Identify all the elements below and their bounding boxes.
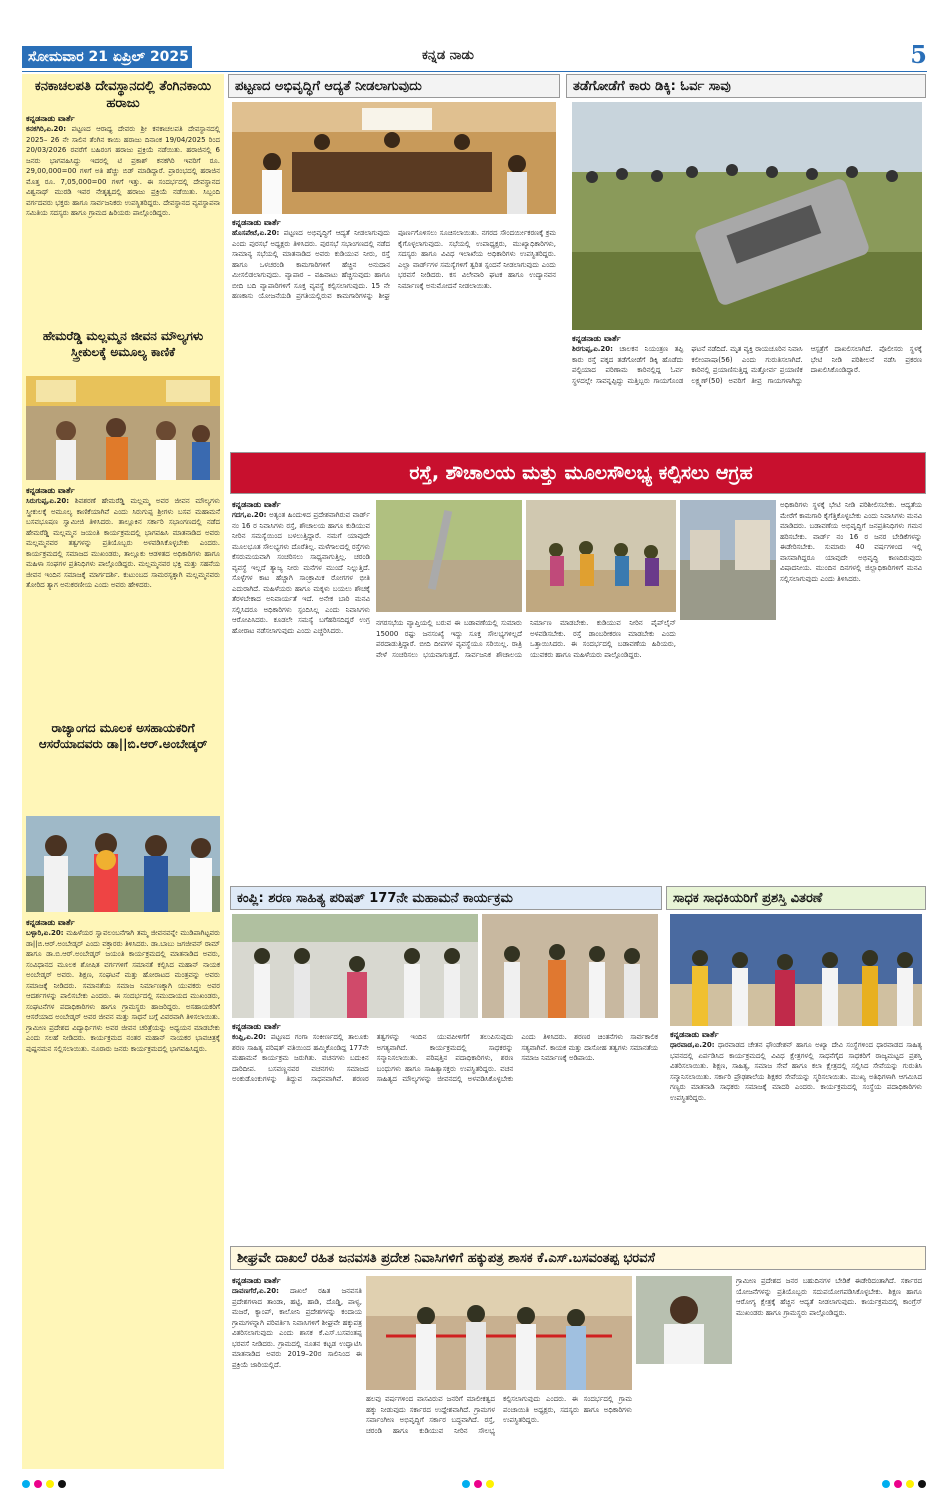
- byline: ಕನ್ನಡನಾಡು ವಾರ್ತೆ: [26, 486, 75, 495]
- article-title: ಹೇಮರೆಡ್ಡಿ ಮಲ್ಲಮ್ಮನ ಜೀವನ ಮೌಲ್ಯಗಳು ಸ್ತ್ರೀಕುಲಕ್ಕೆ ಅಮೂಲ್ಯ ಕಾಣಿಕೆ: [42, 329, 204, 359]
- paper-name: ಕನ್ನಡ ನಾಡು: [422, 48, 474, 63]
- article-text: ದಾಖಲೆ ರಹಿತ ಜನವಸತಿ ಪ್ರದೇಶಗಳಾದ ತಾಂಡಾ, ಹಟ್ಟಿ, ಹಾಡಿ, ದೊಡ್ಡಿ, ಪಾಳ್ಯ, ಮಜರೆ, ಕ್ಯಾಂಪ್, ಕಾಲೋನಿ ಪ್ರದೇಶಗಳನ್ನು ಕಂದಾಯ ಗ್ರಾಮಗಳನ್ನಾಗಿ ಪರಿವರ್ತಿಸಿ ನಿವಾಸಿಗಳಿಗೆ ಶೀಘ್ರವೇ ಹಕ್ಕುಪತ್ರ ವಿತರಿಸಲಾಗುವುದು ಎಂದು ಶಾಸಕ ಕೆ.ಎಸ್.ಬಸವಂತಪ್ಪ ಭರವಸೆ ನೀಡಿದರು. ಗ್ರಾಮದಲ್ಲಿ ನೂತನ ಕಟ್ಟಡ ಉದ್ಘಾಟಿಸಿ ಮಾತನಾಡಿದ ಅವರು 2019–20ರ ಸಾಲಿನಿಂದ ಈ ಪ್ರಕ್ರಿಯೆ ಜಾರಿಯಲ್ಲಿದೆ.: [232, 1287, 362, 1369]
- article-body: [736, 1276, 922, 1478]
- headline-title-deeds: ಶೀಘ್ರವೇ ದಾಖಲೆ ರಹಿತ ಜನವಸತಿ ಪ್ರದೇಶ ನಿವಾಸಿಗಳಿಗೆ ಹಕ್ಕುಪತ್ರ ಶಾಸಕ ಕೆ.ಎಸ್.ಬಸವಂತಪ್ಪ ಭರವಸೆ: [230, 1246, 926, 1270]
- article-text: ಪಟ್ಟಣದ ಅಭಿವೃದ್ಧಿಗೆ ಆದ್ಯತೆ ನೀಡಲಾಗುವುದು ಎಂದು ಪುರಸಭೆ ಅಧ್ಯಕ್ಷರು ತಿಳಿಸಿದರು. ಪುರಸಭೆ ಸಭಾಂಗಣದಲ್ಲಿ ನಡೆದ ಸಾಮಾನ್ಯ ಸಭೆಯಲ್ಲಿ ಮಾತನಾಡಿದ ಅವರು ಕುಡಿಯುವ ನೀರು, ರಸ್ತೆ ಹಾಗೂ ಒಳಚರಂಡಿ ಕಾಮಗಾರಿಗಳಿಗೆ ಹೆಚ್ಚಿನ ಅನುದಾನ ಮೀಸಲಿಡಲಾಗುವುದು. ವ್ಯಾಪಾರ – ವಹಿವಾಟು ಹೆಚ್ಚಿಸುವುದು ಹಾಗೂ ಬೀದಿ ಬದಿ ವ್ಯಾಪಾರಿಗಳಿಗೆ ಸೂಕ್ತ ವ್ಯವಸ್ಥೆ ಕಲ್ಪಿಸಲಾಗುವುದು. 15 ನೇ ಹಣಕಾಸು ಯೋಜನೆಯಡಿ ಪ್ರಗತಿಯಲ್ಲಿರುವ ಕಾಮಗಾರಿಗಳನ್ನು ಶೀಘ್ರ ಪೂರ್ಣಗೊಳಿಸಲು ಸೂಚಿಸಲಾಯಿತು. ನಗರದ ಸೌಂದರ್ಯೀಕರಣಕ್ಕೆ ಕ್ರಮ ಕೈಗೊಳ್ಳಲಾಗುವುದು. ಸಭೆಯಲ್ಲಿ ಉಪಾಧ್ಯಕ್ಷರು, ಮುಖ್ಯಾಧಿಕಾರಿಗಳು, ಸದಸ್ಯರು ಹಾಗೂ ವಿವಿಧ ಇಲಾಖೆಯ ಅಧಿಕಾರಿಗಳು ಉಪಸ್ಥಿತರಿದ್ದರು. ಎಲ್ಲಾ ವಾರ್ಡ್‌ಗಳ ಸಮಸ್ಯೆಗಳಿಗೆ ತ್ವರಿತ ಸ್ಪಂದನೆ ನೀಡಲಾಗುವುದು ಎಂದು ಭರವಸೆ ನೀಡಿದರು. ಕಸ ವಿಲೇವಾರಿ ಘಟಕ ಹಾಗೂ ಉದ್ಯಾನವನ ನಿರ್ಮಾಣಕ್ಕೆ ಅನುಮೋದನೆ ನೀಡಲಾಯಿತು.: [232, 229, 556, 300]
- photo-accident: [572, 102, 922, 330]
- article-body: [232, 228, 556, 446]
- left-column: [22, 74, 224, 1469]
- byline: ಕನ್ನಡನಾಡು ವಾರ್ತೆ: [26, 918, 75, 927]
- article-text: ಚಾಲಕನ ನಿಯಂತ್ರಣ ತಪ್ಪಿ ಕಾರು ರಸ್ತೆ ಪಕ್ಕದ ತಡೆಗೋಡೆಗೆ ಡಿಕ್ಕಿ ಹೊಡೆದು ಪಲ್ಟಿಯಾದ ಪರಿಣಾಮ ಕಾರಿನಲ್ಲಿದ್ದ ಓರ್ವ ಸ್ಥಳದಲ್ಲೇ ಸಾವನ್ನಪ್ಪಿದ್ದು ಮತ್ತಿಬ್ಬರು ಗಾಯಗೊಂಡ ಘಟನೆ ನಡೆದಿದೆ. ಮೃತ ವ್ಯಕ್ತಿ ರಾಯಚೂರಿನ ನಿವಾಸಿ ಕಲೀಂಪಾಷಾ(56) ಎಂದು ಗುರುತಿಸಲಾಗಿದೆ. ಕಾರಿನಲ್ಲಿ ಪ್ರಯಾಣಿಸುತ್ತಿದ್ದ ಮತ್ತೋರ್ವ ಪ್ರಯಾಣಿಕ ಲಕ್ಷ್ಮಣ್(50) ಅವರಿಗೆ ತೀವ್ರ ಗಾಯಗಳಾಗಿದ್ದು ಆಸ್ಪತ್ರೆಗೆ ದಾಖಲಿಸಲಾಗಿದೆ. ಪೊಲೀಸರು ಸ್ಥಳಕ್ಕೆ ಭೇಟಿ ನೀಡಿ ಪರಿಶೀಲನೆ ನಡೆಸಿ ಪ್ರಕರಣ ದಾಖಲಿಸಿಕೊಂಡಿದ್ದಾರೆ.: [572, 345, 922, 385]
- byline: ಕನ್ನಡನಾಡು ವಾರ್ತೆ: [232, 500, 281, 509]
- byline: ಕನ್ನಡನಾಡು ವಾರ್ತೆ: [232, 1276, 281, 1285]
- photo-ceremony: [26, 376, 220, 480]
- article-body: [26, 928, 220, 1464]
- page-number: 5: [910, 40, 927, 69]
- article-body: [376, 618, 676, 882]
- photo-street: [680, 500, 776, 620]
- byline: ಕನ್ನಡನಾಡು ವಾರ್ತೆ: [572, 334, 621, 343]
- photo-road: [376, 500, 522, 612]
- article-body: [670, 1040, 922, 1242]
- dateline: ಸಿರುಗುಪ್ಪ,ಏ.20:: [26, 497, 70, 505]
- dateline: ಗದಗ,ಏ.20:: [232, 511, 267, 519]
- article-title: ಕನಕಾಚಲಪತಿ ದೇವಸ್ಥಾನದಲ್ಲಿ ತೆಂಗಿನಕಾಯಿ ಹರಾಜು: [34, 79, 212, 111]
- dateline: ಶಿರಗುಪ್ಪ,ಏ.20:: [572, 345, 613, 353]
- dateline: ದಾವಣಗೆರೆ,ಏ.20:: [232, 1287, 279, 1295]
- article-body: [232, 1032, 658, 1242]
- article-text: ಪಟ್ಟಣದ ಗಂಗಾ ಸಂಕೀರ್ಣದಲ್ಲಿ ತಾಲೂಕು ಶರಣ ಸಾಹಿತ್ಯ ಪರಿಷತ್ ವತಿಯಿಂದ ಹಮ್ಮಿಕೊಂಡಿದ್ದ 177ನೇ ಮಹಾಮನೆ ಕಾರ್ಯಕ್ರಮ ಜರುಗಿತು. ವಚನಗಳು ಬದುಕಿನ ದಾರಿದೀಪ. ಬಸವಣ್ಣನವರ ವಚನಗಳು ಸಮಾಜದ ಅಂಕುಡೊಂಕುಗಳನ್ನು ತಿದ್ದುವ ಸಾಧನವಾಗಿವೆ. ಶರಣರ ತತ್ವಗಳನ್ನು ಇಂದಿನ ಯುವಪೀಳಿಗೆಗೆ ತಲುಪಿಸುವುದು ಅಗತ್ಯವಾಗಿದೆ. ಕಾರ್ಯಕ್ರಮದಲ್ಲಿ ಸಾಧಕರನ್ನು ಸನ್ಮಾನಿಸಲಾಯಿತು. ಪರಿಷತ್ತಿನ ಪದಾಧಿಕಾರಿಗಳು, ಶರಣ ಬಂಧುಗಳು ಹಾಗೂ ಸಾಹಿತ್ಯಾಸಕ್ತರು ಉಪಸ್ಥಿತರಿದ್ದರು. ವಚನ ಸಾಹಿತ್ಯದ ಮೌಲ್ಯಗಳನ್ನು ಜೀವನದಲ್ಲಿ ಅಳವಡಿಸಿಕೊಳ್ಳಬೇಕು ಎಂದು ತಿಳಿಸಿದರು. ಶರಣರ ಚಿಂತನೆಗಳು ಸಾರ್ವಕಾಲಿಕ ಸತ್ಯವಾಗಿವೆ. ಕಾಯಕ ಮತ್ತು ದಾಸೋಹ ತತ್ವಗಳು ಸಮಾನತೆಯ ಸಮಾಜ ನಿರ್ಮಾಣಕ್ಕೆ ಅಡಿಪಾಯ.: [232, 1033, 658, 1083]
- headline-infrastructure: ರಸ್ತೆ, ಶೌಚಾಲಯ ಮತ್ತು ಮೂಲಸೌಲಭ್ಯ ಕಲ್ಪಿಸಲು ಆಗ್ರಹ: [230, 452, 926, 494]
- dateline: ಧಾರವಾಡ,ಏ.20:: [670, 1041, 715, 1049]
- article-title: ರಾಜ್ಯಾಂಗದ ಮೂಲಕ ಅಸಹಾಯಕರಿಗೆ ಆಸರೆಯಾದವರು ಡಾ||ಬಿ.ಆರ್.ಅಂಬೇಡ್ಕರ್: [38, 721, 208, 751]
- article-text: ನಗರಸಭೆಯ ವ್ಯಾಪ್ತಿಯಲ್ಲಿ ಬರುವ ಈ ಬಡಾವಣೆಯಲ್ಲಿ ಸುಮಾರು 15000 ರಷ್ಟು ಜನಸಂಖ್ಯೆ ಇದ್ದು ಸೂಕ್ತ ಸೌಲಭ್ಯಗಳಿಲ್ಲದೆ ಪರದಾಡುತ್ತಿದ್ದಾರೆ. ಬೀದಿ ದೀಪಗಳ ವ್ಯವಸ್ಥೆಯೂ ಸರಿಯಿಲ್ಲ. ರಾತ್ರಿ ವೇಳೆ ಸಂಚರಿಸಲು ಭಯವಾಗುತ್ತದೆ. ಸಾರ್ವಜನಿಕ ಶೌಚಾಲಯ ನಿರ್ಮಾಣ ಮಾಡಬೇಕು. ಕುಡಿಯುವ ನೀರಿನ ಪೈಪ್‌ಲೈನ್ ಅಳವಡಿಸಬೇಕು. ರಸ್ತೆ ಡಾಂಬರೀಕರಣ ಮಾಡಬೇಕು ಎಂದು ಒತ್ತಾಯಿಸಿದರು. ಈ ಸಂದರ್ಭದಲ್ಲಿ ಬಡಾವಣೆಯ ಹಿರಿಯರು, ಯುವಕರು ಹಾಗೂ ಮಹಿಳೆಯರು ಪಾಲ್ಗೊಂಡಿದ್ದರು.: [376, 619, 676, 659]
- article-text: ಮಹಿಳೆಯರ ಸ್ವಾವಲಂಬನೆಗಾಗಿ ತಮ್ಮ ಜೀವನವನ್ನೇ ಮುಡಿಪಾಗಿಟ್ಟವರು ಡಾ||ಬಿ.ಆರ್.ಅಂಬೇಡ್ಕರ್ ಎಂದು ವಕ್ತಾರರು ತಿಳಿಸಿದರು. ಡಾ.ಬಾಬು ಜಗಜೀವನ್ ರಾಮ್ ಹಾಗೂ ಡಾ.ಬಿ.ಆರ್.ಅಂಬೇಡ್ಕರ್ ಜಯಂತಿ ಕಾರ್ಯಕ್ರಮದಲ್ಲಿ ಮಾತನಾಡಿದ ಅವರು, ಸಂವಿಧಾನದ ಮೂಲಕ ಶೋಷಿತ ವರ್ಗಗಳಿಗೆ ಸಮಾನತೆ ಕಲ್ಪಿಸಿದ ಮಹಾನ್ ನಾಯಕ ಅಂಬೇಡ್ಕರ್ ಅವರು. ಶಿಕ್ಷಣ, ಸಂಘಟನೆ ಮತ್ತು ಹೋರಾಟದ ಮಂತ್ರವನ್ನು ಅವರು ಸಮಾಜಕ್ಕೆ ನೀಡಿದರು. ಸಮಾನತೆಯ ಸಮಾಜ ನಿರ್ಮಾಣಕ್ಕಾಗಿ ಯುವಕರು ಅವರ ಆದರ್ಶಗಳನ್ನು ಪಾಲಿಸಬೇಕು ಎಂದರು. ಈ ಸಂದರ್ಭದಲ್ಲಿ ಸಮುದಾಯದ ಮುಖಂಡರು, ಸಂಘಟನೆಗಳ ಪದಾಧಿಕಾರಿಗಳು ಹಾಗೂ ಗ್ರಾಮಸ್ಥರು ಹಾಜರಿದ್ದರು. ಅಸಹಾಯಕರಿಗೆ ಆಸರೆಯಾದ ಅಂಬೇಡ್ಕರ್ ಅವರ ಜೀವನ ಮತ್ತು ಸಾಧನೆ ಬಗ್ಗೆ ವಿವರವಾಗಿ ತಿಳಿಸಲಾಯಿತು. ಗ್ರಾಮೀಣ ಪ್ರದೇಶದ ವಿದ್ಯಾರ್ಥಿಗಳು ಅವರ ಜೀವನ ಚರಿತ್ರೆಯನ್ನು ಅಧ್ಯಯನ ಮಾಡಬೇಕು ಎಂದು ಸಲಹೆ ನೀಡಿದರು. ಕಾರ್ಯಕ್ರಮದ ನಂತರ ಮಹಾನ್ ನಾಯಕರ ಭಾವಚಿತ್ರಕ್ಕೆ ಪುಷ್ಪನಮನ ಸಲ್ಲಿಸಲಾಯಿತು. ನೂರಾರು ಜನರು ಕಾರ್ಯಕ್ರಮದಲ್ಲಿ ಭಾಗವಹಿಸಿದ್ದರು.: [26, 929, 220, 1053]
- dateline: ಬಳ್ಳಾರಿ,ಏ.20:: [26, 929, 64, 937]
- issue-date: ಸೋಮವಾರ 21 ಏಪ್ರಿಲ್ 2025: [22, 46, 192, 68]
- article-text: ಪಟ್ಟಣದ ಆರಾಧ್ಯ ದೇವರು ಶ್ರೀ ಕನಕಾಚಲಪತಿ ದೇವಸ್ಥಾನದಲ್ಲಿ 2025– 26 ನೇ ಸಾಲಿನ ತೆಂಗಿನ ಕಾಯಿ ಹರಾಜು ದಿನಾಂಕ 19/04/2025 ರಿಂದ 20/03/2026 ರವರೆಗೆ ಬಹಿರಂಗ ಹರಾಜು ಪ್ರಕ್ರಿಯೆ ನಡೆಯಿತು. ಹರಾಜಿನಲ್ಲಿ 6 ಜನರು ಭಾಗವಹಿಸಿದ್ದು ಇದರಲ್ಲಿ ಟಿ ಪ್ರಕಾಶ್ ಕನಕಗಿರಿ ಇವರಿಗೆ ರೂ. 29,00,000=00 ಗಳಿಗೆ ಅತಿ ಹೆಚ್ಚು ಬಿಡ್ ಮಾಡಿದ್ದಾರೆ. ಪ್ರಾರಂಭದಲ್ಲಿ ಹರಾಜಿನ ಮೊತ್ತ ರೂ. 7,05,000=00 ಗಳಿಗೆ ಇತ್ತು. ಈ ಸಂದರ್ಭದಲ್ಲಿ ದೇವಸ್ಥಾನದ ವಿಶ್ವನಾಥ್ ಮುರಡಿ ಇವರ ನೇತೃತ್ವದಲ್ಲಿ ಹರಾಜು ಪ್ರಕ್ರಿಯೆ ನಡೆಯಿತು. ಸಿಬ್ಬಂದಿ ವರ್ಗದವರು ಭಕ್ತರು ಹಾಗೂ ಸಾರ್ವಜನಿಕರು ಉಪಸ್ಥಿತರಿದ್ದರು. ದೇವಸ್ಥಾನದ ವ್ಯವಸ್ಥಾಪನಾ ಸಮಿತಿಯ ಸದಸ್ಯರು ಹಾಗೂ ಗ್ರಾಮದ ಹಿರಿಯರು ಪಾಲ್ಗೊಂಡಿದ್ದರು.: [26, 125, 220, 217]
- dateline: ಕನಕಗಿರಿ,ಏ.20:: [26, 125, 67, 133]
- print-registration-marks: [22, 1480, 927, 1492]
- article-text: ಶಿವಶರಣೆ ಹೇಮರೆಡ್ಡಿ ಮಲ್ಲಮ್ಮ ಅವರ ಜೀವನ ಮೌಲ್ಯಗಳು ಸ್ತ್ರೀಕುಲಕ್ಕೆ ಅಮೂಲ್ಯ ಕಾಣಿಕೆಯಾಗಿವೆ ಎಂದು ಸಿರುಗುಪ್ಪ ಶ್ರೀಗಳು ಬಸವ ಮಹಾಮನೆ ಬಸವಭೂಷಣ ಸ್ವಾಮೀಜಿ ತಿಳಿಸಿದರು. ತಾಲ್ಲೂಕಿನ ಸರ್ಕಾರಿ ಸಭಾಂಗಣದಲ್ಲಿ ನಡೆದ ಹೇಮರೆಡ್ಡಿ ಮಲ್ಲಮ್ಮನ ಜಯಂತಿ ಕಾರ್ಯಕ್ರಮದಲ್ಲಿ ಭಾಗವಹಿಸಿ ಮಾತನಾಡಿದ ಅವರು ಮಲ್ಲಮ್ಮನವರ ತತ್ವಗಳನ್ನು ಪ್ರತಿಯೊಬ್ಬರು ಅಳವಡಿಸಿಕೊಳ್ಳಬೇಕು ಎಂದರು. ಕಾರ್ಯಕ್ರಮದಲ್ಲಿ ಸಮಾಜದ ಮುಖಂಡರು, ತಾಲ್ಲೂಕು ಆಡಳಿತದ ಅಧಿಕಾರಿಗಳು ಹಾಗೂ ಮಹಿಳಾ ಸಂಘಗಳ ಪ್ರತಿನಿಧಿಗಳು ಪಾಲ್ಗೊಂಡಿದ್ದರು. ಮಲ್ಲಮ್ಮನವರ ಭಕ್ತಿ ಮತ್ತು ಸಹನೆಯ ಜೀವನ ಇಂದಿನ ಸಮಾಜಕ್ಕೆ ಮಾರ್ಗದರ್ಶಿ. ಕುಟುಂಬದ ಸಾಮರಸ್ಯಕ್ಕಾಗಿ ಮಲ್ಲಮ್ಮನವರು ತೋರಿದ ತ್ಯಾಗ ಅನುಕರಣೀಯ ಎಂದು ಅವರು ಹೇಳಿದರು.: [26, 497, 220, 589]
- headline-sharana-sahitya: ಕಂಪ್ಲಿ: ಶರಣ ಸಾಹಿತ್ಯ ಪರಿಷತ್ 177ನೇ ಮಹಾಮನೆ ಕಾರ್ಯಕ್ರಮ: [230, 886, 662, 910]
- byline: ಕನ್ನಡನಾಡು ವಾರ್ತೆ: [232, 1022, 281, 1031]
- article-text: ಅತ್ಯಂತ ಹಿಂದುಳಿದ ಪ್ರದೇಶವಾಗಿರುವ ವಾರ್ಡ್ ನಂ 16 ರ ನಿವಾಸಿಗಳು ರಸ್ತೆ, ಶೌಚಾಲಯ ಹಾಗೂ ಕುಡಿಯುವ ನೀರಿನ ಸಮಸ್ಯೆಯಿಂದ ಬಳಲುತ್ತಿದ್ದಾರೆ. ನಮಗೆ ಯಾವುದೇ ಮೂಲಭೂತ ಸೌಲಭ್ಯಗಳು ದೊರೆತಿಲ್ಲ. ಮಳೆಗಾಲದಲ್ಲಿ ರಸ್ತೆಗಳು ಕೆಸರುಮಯವಾಗಿ ಸಂಚರಿಸಲು ಸಾಧ್ಯವಾಗುತ್ತಿಲ್ಲ. ಚರಂಡಿ ವ್ಯವಸ್ಥೆ ಇಲ್ಲದೆ ತ್ಯಾಜ್ಯ ನೀರು ಮನೆಗಳ ಮುಂದೆ ನಿಲ್ಲುತ್ತಿದೆ. ಸೊಳ್ಳೆಗಳ ಕಾಟ ಹೆಚ್ಚಾಗಿ ಸಾಂಕ್ರಾಮಿಕ ರೋಗಗಳ ಭೀತಿ ಎದುರಾಗಿದೆ. ಮಹಿಳೆಯರು ಹಾಗೂ ಮಕ್ಕಳು ಬಯಲು ಶೌಚಕ್ಕೆ ತೆರಳಬೇಕಾದ ಅನಿವಾರ್ಯತೆ ಇದೆ. ಅನೇಕ ಬಾರಿ ಮನವಿ ಸಲ್ಲಿಸಿದರೂ ಅಧಿಕಾರಿಗಳು ಸ್ಪಂದಿಸಿಲ್ಲ ಎಂದು ನಿವಾಸಿಗಳು ಆರೋಪಿಸಿದರು. ಕೂಡಲೇ ಸಮಸ್ಯೆ ಬಗೆಹರಿಸದಿದ್ದರೆ ಉಗ್ರ ಹೋರಾಟ ನಡೆಸಲಾಗುವುದು ಎಂದು ಎಚ್ಚರಿಸಿದರು.: [232, 511, 370, 635]
- article-body: [232, 1286, 362, 1478]
- photo-inauguration: [366, 1276, 632, 1390]
- article-text: ಧಾರವಾಡದ ಚೇತನ ಫೌಂಡೇಶನ್ ಹಾಗೂ ಅಖ್ಯಾ ದೇವಿ ಸಂಸ್ಥೆಗಳಿಂದ ಧಾರವಾಡದ ಸಾಹಿತ್ಯ ಭವನದಲ್ಲಿ ಏರ್ಪಡಿಸಿದ ಕಾರ್ಯಕ್ರಮದಲ್ಲಿ ವಿವಿಧ ಕ್ಷೇತ್ರಗಳಲ್ಲಿ ಸಾಧನೆಗೈದ ಸಾಧಕರಿಗೆ ರಾಜ್ಯಮಟ್ಟದ ಪ್ರಶಸ್ತಿ ವಿತರಿಸಲಾಯಿತು. ಶಿಕ್ಷಣ, ಸಾಹಿತ್ಯ, ಸಮಾಜ ಸೇವೆ ಹಾಗೂ ಕಲಾ ಕ್ಷೇತ್ರದಲ್ಲಿ ಸಲ್ಲಿಸಿದ ಸೇವೆಯನ್ನು ಗುರುತಿಸಿ ಸನ್ಮಾನಿಸಲಾಯಿತು. ಸರ್ಕಾರಿ ಪ್ರೌಢಶಾಲೆಯ ಶಿಕ್ಷಕರ ಸೇವೆಯನ್ನು ಸ್ಮರಿಸಲಾಯಿತು. ಮುಖ್ಯ ಅತಿಥಿಗಳಾಗಿ ಆಗಮಿಸಿದ ಗಣ್ಯರು ಮಾತನಾಡಿ ಸಾಧಕರು ಸಮಾಜಕ್ಕೆ ಮಾದರಿ ಎಂದರು. ಕಾರ್ಯಕ್ರಮದಲ್ಲಿ ಸಂಸ್ಥೆಯ ಪದಾಧಿಕಾರಿಗಳು ಉಪಸ್ಥಿತರಿದ್ದರು.: [670, 1041, 922, 1102]
- dateline: ಕಂಪ್ಲಿ,ಏ.20:: [232, 1033, 266, 1041]
- dateline: ಹೊಸಪೇಟೆ,ಏ.20:: [232, 229, 280, 237]
- byline: ಕನ್ನಡನಾಡು ವಾರ್ತೆ: [232, 218, 281, 227]
- photo-garland: [26, 816, 220, 912]
- article-text: ಹಲವು ವರ್ಷಗಳಿಂದ ವಾಸವಿರುವ ಜನರಿಗೆ ಮಾಲೀಕತ್ವದ ಹಕ್ಕು ನೀಡುವುದು ಸರ್ಕಾರದ ಉದ್ದೇಶವಾಗಿದೆ. ಗ್ರಾಮಗಳ ಸರ್ವಾಂಗೀಣ ಅಭಿವೃದ್ಧಿಗೆ ಸರ್ಕಾರ ಬದ್ಧವಾಗಿದೆ. ರಸ್ತೆ, ಚರಂಡಿ ಹಾಗೂ ಕುಡಿಯುವ ನೀರಿನ ಸೌಲಭ್ಯ ಕಲ್ಪಿಸಲಾಗುವುದು ಎಂದರು. ಈ ಸಂದರ್ಭದಲ್ಲಿ ಗ್ರಾಮ ಪಂಚಾಯಿತಿ ಅಧ್ಯಕ್ಷರು, ಸದಸ್ಯರು ಹಾಗೂ ಅಧಿಕಾರಿಗಳು ಉಪಸ್ಥಿತರಿದ್ದರು.: [366, 1395, 632, 1435]
- article-body: [232, 510, 370, 882]
- article-body: [366, 1394, 632, 1478]
- article-text: ಗ್ರಾಮೀಣ ಪ್ರದೇಶದ ಜನರ ಬಹುದಿನಗಳ ಬೇಡಿಕೆ ಈಡೇರಿದಂತಾಗಿದೆ. ಸರ್ಕಾರದ ಯೋಜನೆಗಳನ್ನು ಪ್ರತಿಯೊಬ್ಬರು ಸದುಪಯೋಗಪಡಿಸಿಕೊಳ್ಳಬೇಕು. ಶಿಕ್ಷಣ ಹಾಗೂ ಆರೋಗ್ಯ ಕ್ಷೇತ್ರಕ್ಕೆ ಹೆಚ್ಚಿನ ಆದ್ಯತೆ ನೀಡಲಾಗುವುದು. ಕಾರ್ಯಕ್ರಮದಲ್ಲಿ ಕಾಂಗ್ರೆಸ್ ಮುಖಂಡರು ಹಾಗೂ ಗ್ರಾಮಸ್ಥರು ಪಾಲ್ಗೊಂಡಿದ್ದರು.: [736, 1277, 922, 1317]
- photo-sahitya-1: [232, 914, 478, 1018]
- headline-accident: ತಡೆಗೋಡೆಗೆ ಕಾರು ಡಿಕ್ಕಿ: ಓರ್ವ ಸಾವು: [566, 74, 926, 98]
- photo-mla: [636, 1276, 732, 1364]
- photo-meeting: [232, 102, 556, 214]
- article-body: [572, 344, 922, 446]
- photo-awards: [670, 914, 922, 1026]
- byline: ಕನ್ನಡನಾಡು ವಾರ್ತೆ: [26, 114, 75, 123]
- article-body: [26, 496, 220, 714]
- byline: ಕನ್ನಡನಾಡು ವಾರ್ತೆ: [670, 1030, 719, 1039]
- photo-residents: [526, 500, 676, 612]
- masthead: [22, 40, 927, 72]
- article-body: [780, 500, 922, 882]
- headline-development: ಪಟ್ಟಣದ ಅಭಿವೃದ್ಧಿಗೆ ಆದ್ಯತೆ ನೀಡಲಾಗುವುದು: [228, 74, 560, 98]
- article-body: [26, 124, 220, 322]
- photo-sahitya-2: [482, 914, 658, 1018]
- article-text: ಅಧಿಕಾರಿಗಳು ಸ್ಥಳಕ್ಕೆ ಭೇಟಿ ನೀಡಿ ಪರಿಶೀಲಿಸಬೇಕು. ಆದ್ಯತೆಯ ಮೇರೆಗೆ ಕಾಮಗಾರಿ ಕೈಗೆತ್ತಿಕೊಳ್ಳಬೇಕು ಎಂದು ನಿವಾಸಿಗಳು ಮನವಿ ಮಾಡಿದರು. ಬಡಾವಣೆಯ ಅಭಿವೃದ್ಧಿಗೆ ಜನಪ್ರತಿನಿಧಿಗಳು ಗಮನ ಹರಿಸಬೇಕು. ವಾರ್ಡ್ ನಂ 16 ರ ಜನರ ಬೇಡಿಕೆಗಳನ್ನು ಈಡೇರಿಸಬೇಕು. ಸುಮಾರು 40 ವರ್ಷಗಳಿಂದ ಇಲ್ಲಿ ವಾಸವಾಗಿದ್ದರೂ ಯಾವುದೇ ಅಭಿವೃದ್ಧಿ ಕಾಣದಿರುವುದು ವಿಷಾದನೀಯ. ಮುಂದಿನ ದಿನಗಳಲ್ಲಿ ಜಿಲ್ಲಾಧಿಕಾರಿಗಳಿಗೆ ಮನವಿ ಸಲ್ಲಿಸಲಾಗುವುದು ಎಂದು ತಿಳಿಸಿದರು.: [780, 501, 922, 583]
- headline-awards: ಸಾಧಕ ಸಾಧಕಿಯರಿಗೆ ಪ್ರಶಸ್ತಿ ವಿತರಣೆ: [666, 886, 926, 910]
